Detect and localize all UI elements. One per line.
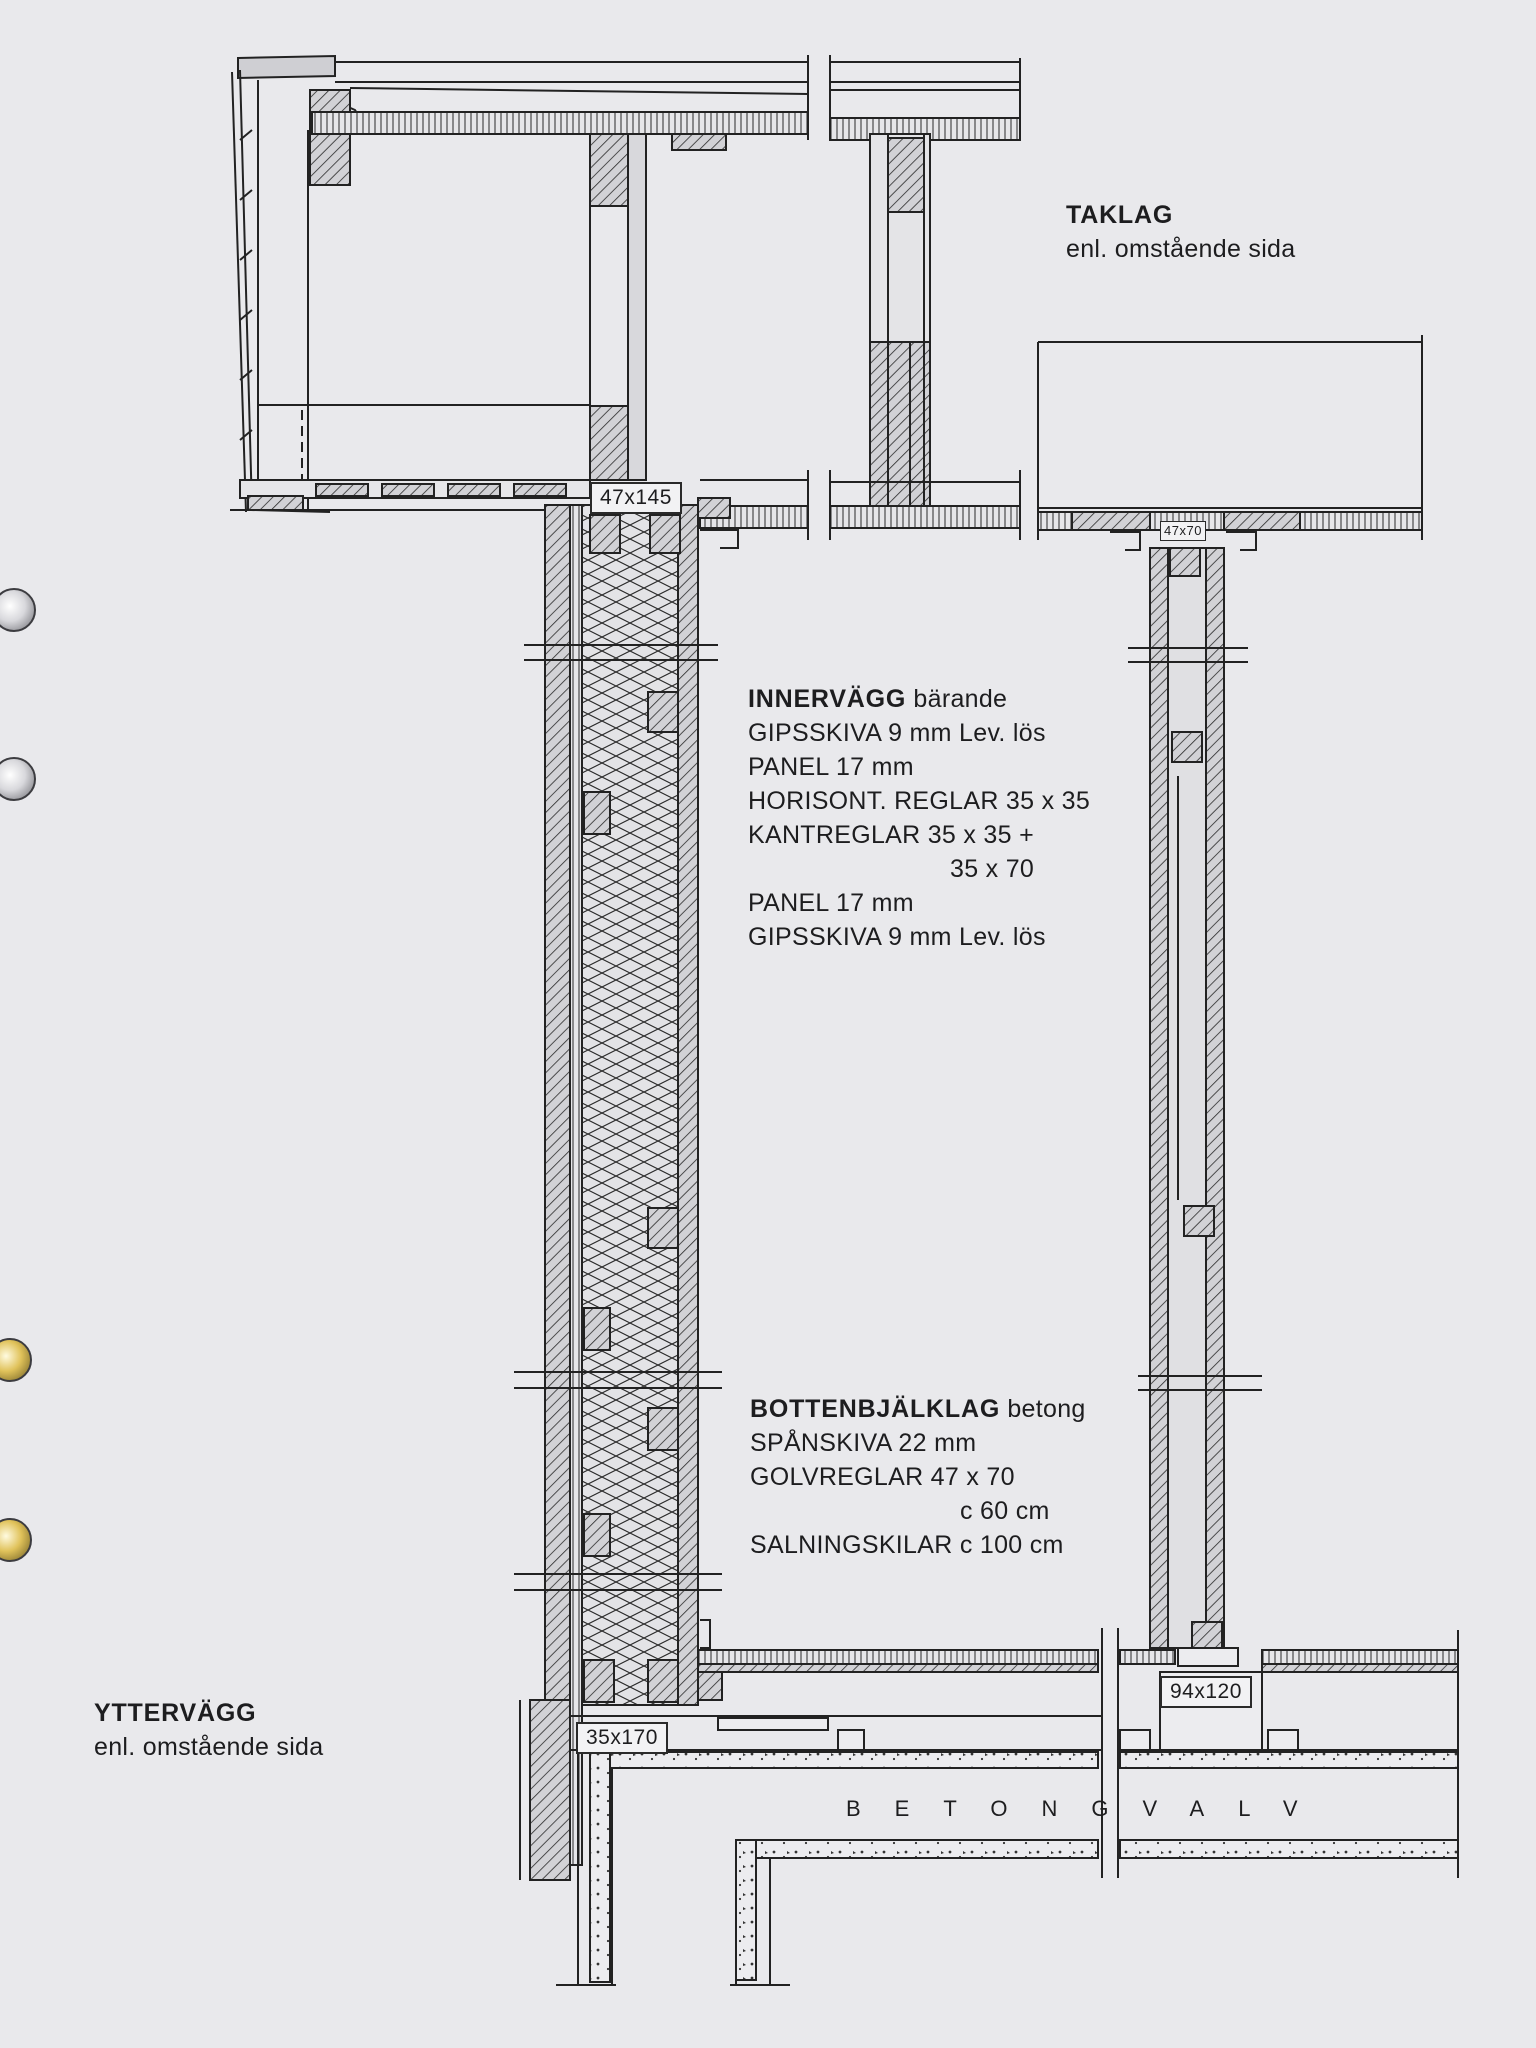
dimension-tag: 94x120 bbox=[1160, 1676, 1252, 1708]
roof-assembly bbox=[230, 55, 1422, 550]
dimension-tag: 47x145 bbox=[590, 482, 682, 514]
innervagg-line: KANTREGLAR 35 x 35 + bbox=[748, 821, 1034, 849]
innervagg-title-suffix: bärande bbox=[913, 685, 1008, 713]
innervagg-line: PANEL 17 mm bbox=[748, 889, 914, 917]
innervagg-line: HORISONT. REGLAR 35 x 35 bbox=[748, 787, 1091, 815]
partition-wall-section bbox=[1128, 548, 1262, 1648]
bottenbjalklag-label bbox=[750, 1392, 1086, 1562]
innervagg-line: PANEL 17 mm bbox=[748, 753, 914, 781]
yttervagg-sub: enl. omstående sida bbox=[94, 1733, 324, 1761]
innervagg-line: GIPSSKIVA 9 mm Lev. lös bbox=[748, 923, 1046, 951]
innervagg-label bbox=[748, 682, 1090, 954]
yttervagg-label bbox=[94, 1696, 323, 1764]
yttervagg-title: YTTERVÄGG bbox=[94, 1699, 257, 1727]
betongvalv-label: BETONGVALV bbox=[846, 1796, 1332, 1821]
dimension-tag: 47x70 bbox=[1160, 521, 1206, 541]
taklag-title: TAKLAG bbox=[1066, 201, 1174, 229]
innervagg-line: 35 x 70 bbox=[950, 855, 1035, 883]
taklag-sub: enl. omstående sida bbox=[1066, 235, 1296, 263]
dimension-tag: 35x170 bbox=[576, 1722, 668, 1754]
innervagg-line: GIPSSKIVA 9 mm Lev. lös bbox=[748, 719, 1046, 747]
bottenbjalklag-line: SPÅNSKIVA 22 mm bbox=[750, 1429, 977, 1457]
bottenbjalklag-line: GOLVREGLAR 47 x 70 bbox=[750, 1463, 1015, 1491]
bottenbjalklag-line: c 60 cm bbox=[960, 1497, 1050, 1525]
taklag-label bbox=[1066, 198, 1295, 266]
bottenbjalklag-line: SALNINGSKILAR c 100 cm bbox=[750, 1531, 1064, 1559]
innervagg-title: INNERVÄGG bbox=[748, 685, 907, 713]
bottenbjalklag-title: BOTTENBJÄLKLAG bbox=[750, 1395, 1001, 1423]
bottenbjalklag-title-suffix: betong bbox=[1007, 1395, 1086, 1423]
